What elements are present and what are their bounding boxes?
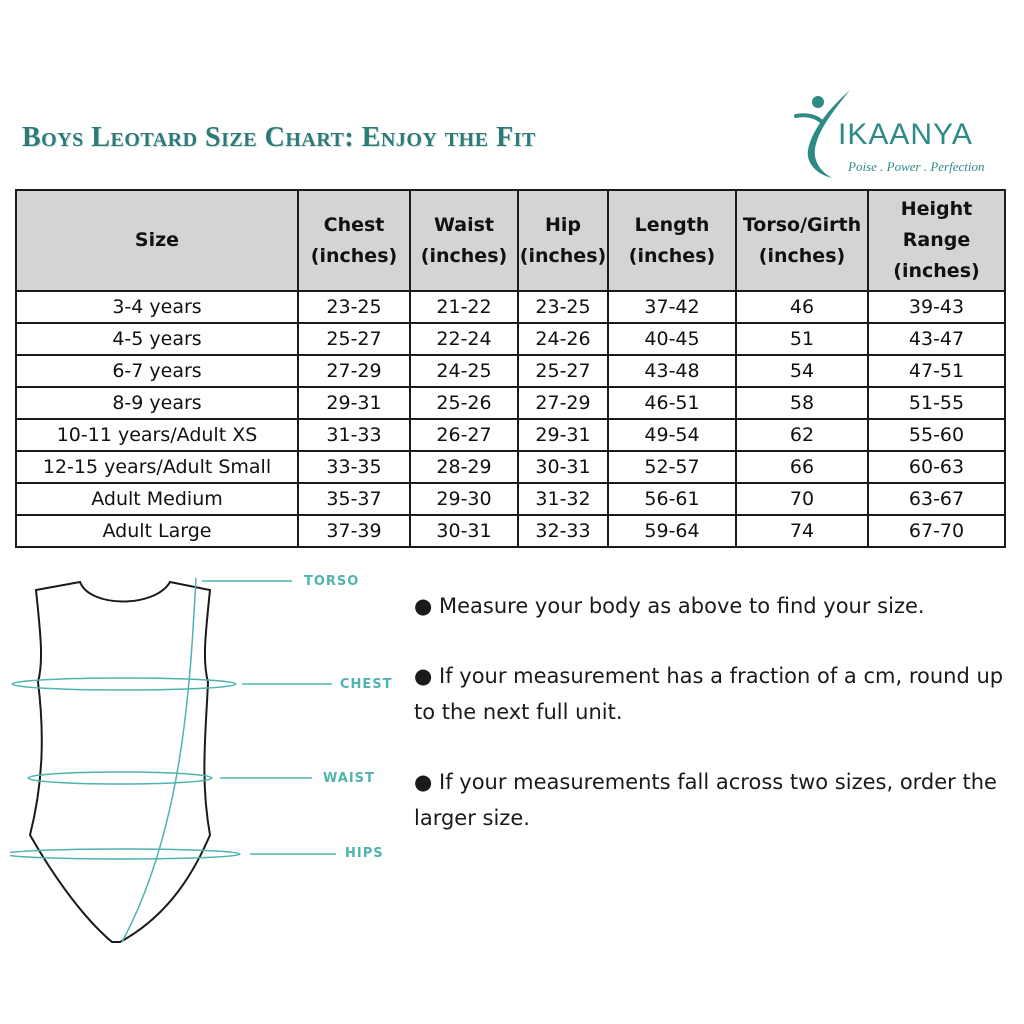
cell-waist: 24-25: [410, 355, 518, 387]
cell-length: 56-61: [608, 483, 736, 515]
cell-length: 43-48: [608, 355, 736, 387]
note-measure: ● Measure your body as above to find your size.: [414, 594, 925, 618]
cell-torso-girth: 74: [736, 515, 868, 547]
table-row: [16, 419, 1005, 451]
cell-chest: 33-35: [298, 451, 410, 483]
cell-chest: 35-37: [298, 483, 410, 515]
measurement-notes: [414, 588, 1004, 870]
size-chart-table: [15, 189, 1006, 548]
cell-chest: 37-39: [298, 515, 410, 547]
cell-hip: 30-31: [518, 451, 608, 483]
cell-torso-girth: 66: [736, 451, 868, 483]
header-hip: Hip (inches): [518, 190, 608, 291]
cell-hip: 23-25: [518, 291, 608, 323]
brand-name: IKAANYA: [838, 118, 973, 151]
cell-chest: 23-25: [298, 291, 410, 323]
header-torso-girth: Torso/Girth (inches): [736, 190, 868, 291]
cell-size: Adult Medium: [16, 483, 298, 515]
header-chest: Chest (inches): [298, 190, 410, 291]
cell-hip: 29-31: [518, 419, 608, 451]
header-height-range: Height Range (inches): [868, 190, 1005, 291]
cell-waist: 25-26: [410, 387, 518, 419]
table-row: [16, 355, 1005, 387]
cell-height-range: 51-55: [868, 387, 1005, 419]
cell-hip: 32-33: [518, 515, 608, 547]
cell-length: 52-57: [608, 451, 736, 483]
table-row: [16, 451, 1005, 483]
cell-height-range: 43-47: [868, 323, 1005, 355]
cell-chest: 25-27: [298, 323, 410, 355]
leotard-outline-icon: [10, 570, 400, 960]
cell-torso-girth: 54: [736, 355, 868, 387]
cell-torso-girth: 62: [736, 419, 868, 451]
header-length: Length (inches): [608, 190, 736, 291]
cell-size: 6-7 years: [16, 355, 298, 387]
cell-size: Adult Large: [16, 515, 298, 547]
cell-torso-girth: 58: [736, 387, 868, 419]
cell-size: 8-9 years: [16, 387, 298, 419]
cell-waist: 28-29: [410, 451, 518, 483]
cell-length: 37-42: [608, 291, 736, 323]
cell-height-range: 63-67: [868, 483, 1005, 515]
cell-size: 4-5 years: [16, 323, 298, 355]
note-round-up: ● If your measurement has a fraction of a cm, round up to the next full unit.: [414, 664, 1004, 724]
torso-label: TORSO: [304, 574, 360, 589]
cell-chest: 27-29: [298, 355, 410, 387]
table-row: [16, 323, 1005, 355]
cell-height-range: 67-70: [868, 515, 1005, 547]
table-row: [16, 387, 1005, 419]
cell-waist: 30-31: [410, 515, 518, 547]
cell-size: 3-4 years: [16, 291, 298, 323]
waist-label: WAIST: [323, 771, 375, 786]
chest-label: CHEST: [340, 677, 393, 692]
cell-waist: 22-24: [410, 323, 518, 355]
table-row: [16, 515, 1005, 547]
header-size: Size: [16, 190, 298, 291]
brand-logo: [792, 88, 1002, 188]
cell-length: 40-45: [608, 323, 736, 355]
cell-torso-girth: 51: [736, 323, 868, 355]
table-row: [16, 291, 1005, 323]
cell-chest: 31-33: [298, 419, 410, 451]
leotard-measurement-diagram: [10, 570, 400, 960]
brand-tagline: Poise . Power . Perfection: [848, 159, 985, 174]
cell-chest: 29-31: [298, 387, 410, 419]
cell-length: 49-54: [608, 419, 736, 451]
table-row: [16, 483, 1005, 515]
hips-label: HIPS: [345, 846, 384, 861]
cell-length: 59-64: [608, 515, 736, 547]
cell-waist: 21-22: [410, 291, 518, 323]
note-larger-size: ● If your measurements fall across two sizes, order the larger size.: [414, 770, 997, 830]
page-title: Boys Leotard Size Chart: Enjoy the Fit: [22, 122, 536, 153]
cell-height-range: 47-51: [868, 355, 1005, 387]
header-waist: Waist (inches): [410, 190, 518, 291]
cell-hip: 24-26: [518, 323, 608, 355]
cell-waist: 26-27: [410, 419, 518, 451]
cell-height-range: 60-63: [868, 451, 1005, 483]
cell-height-range: 55-60: [868, 419, 1005, 451]
cell-torso-girth: 70: [736, 483, 868, 515]
cell-height-range: 39-43: [868, 291, 1005, 323]
cell-hip: 31-32: [518, 483, 608, 515]
table-header-row: [16, 190, 1005, 291]
cell-hip: 27-29: [518, 387, 608, 419]
cell-hip: 25-27: [518, 355, 608, 387]
cell-torso-girth: 46: [736, 291, 868, 323]
cell-size: 10-11 years/Adult XS: [16, 419, 298, 451]
cell-waist: 29-30: [410, 483, 518, 515]
cell-size: 12-15 years/Adult Small: [16, 451, 298, 483]
cell-length: 46-51: [608, 387, 736, 419]
